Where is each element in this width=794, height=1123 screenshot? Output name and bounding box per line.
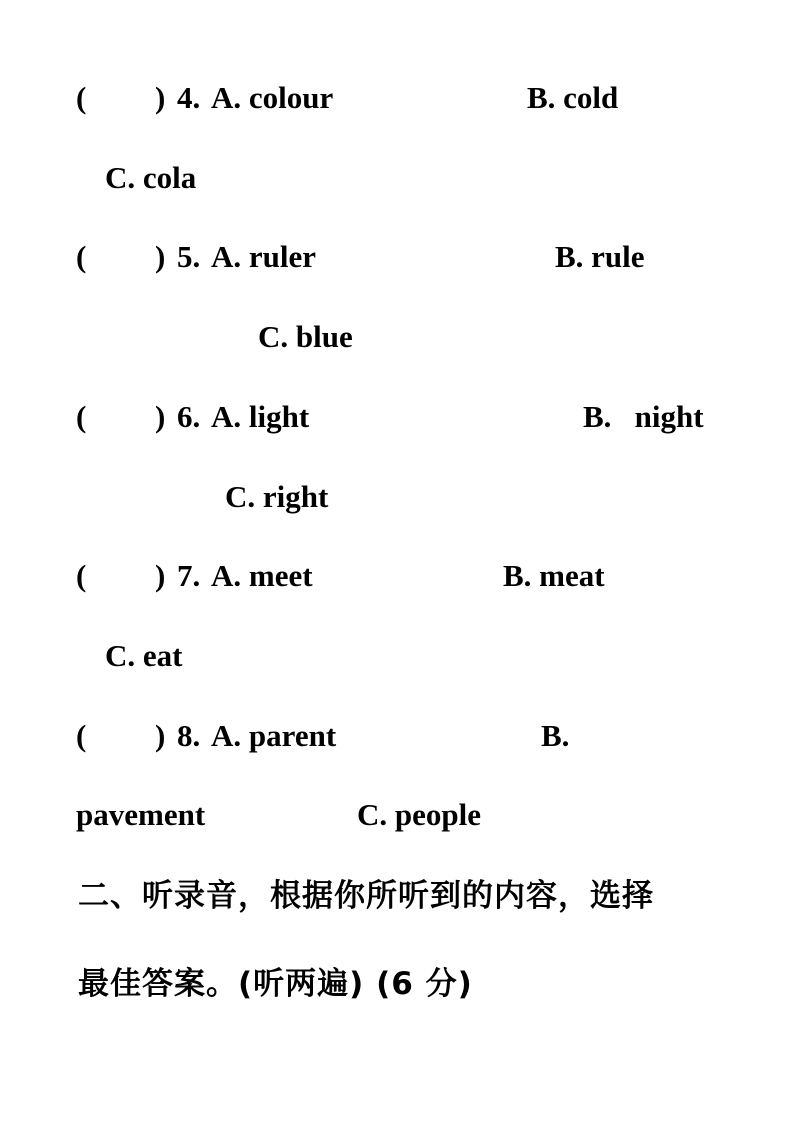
option-a: A. ruler (211, 239, 317, 274)
option-b: B. cold (527, 80, 619, 115)
option-a: A. parent (211, 718, 337, 753)
option-c: C. eat (105, 638, 183, 673)
option-a: A. colour (211, 80, 334, 115)
option-b: B. (541, 718, 570, 753)
option-c: C. blue (258, 319, 353, 354)
close-paren: ) (155, 718, 166, 753)
option-b: B. night (583, 399, 704, 434)
option-b: B. meat (503, 558, 605, 593)
open-paren: ( (76, 718, 87, 753)
close-paren: ) (155, 80, 166, 115)
open-paren: ( (76, 80, 87, 115)
section-2-line-2: 最佳答案。(听两遍) (6 分) (78, 966, 473, 1002)
option-b-continued: pavement (76, 797, 206, 832)
close-paren: ) (155, 239, 166, 274)
open-paren: ( (76, 558, 87, 593)
option-c: C. cola (105, 160, 197, 195)
option-a: A. light (211, 399, 310, 434)
option-a: A. meet (211, 558, 313, 593)
open-paren: ( (76, 239, 87, 274)
close-paren: ) (155, 399, 166, 434)
question-number: 4. (177, 80, 201, 115)
question-number: 5. (177, 239, 201, 274)
open-paren: ( (76, 399, 87, 434)
question-number: 7. (177, 558, 201, 593)
close-paren: ) (155, 558, 166, 593)
option-b: B. rule (555, 239, 645, 274)
option-c: C. right (225, 479, 329, 514)
option-c: C. people (357, 797, 481, 832)
question-number: 8. (177, 718, 201, 753)
question-number: 6. (177, 399, 201, 434)
section-2-line-1: 二、听录音，根据你所听到的内容，选择 (78, 878, 654, 914)
